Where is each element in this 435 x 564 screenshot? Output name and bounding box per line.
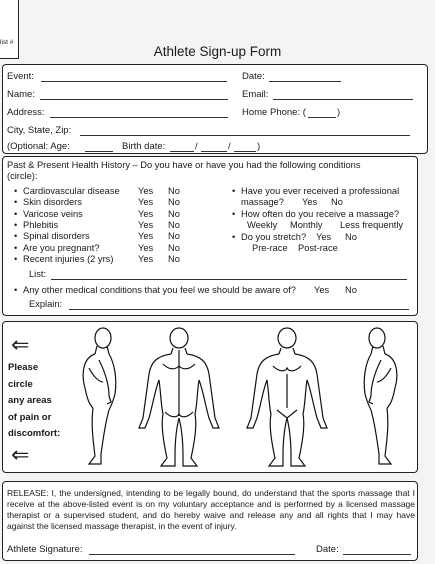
release-text: RELEASE: I, the undersigned, intending to be legally bound, do understand that the sports massage that I receive at the above-listed event is on my voluntary acceptance and is performed by a licensed massage therapist or a supervised student, and do hereby waive and release any and all rights that I may have against the licensed massage therapist, in the event of injury.: [7, 488, 415, 531]
stretch-yes[interactable]: Yes: [316, 232, 332, 242]
condition-yes[interactable]: Yes: [138, 242, 154, 253]
pain-instructions-line-2: circle: [8, 378, 33, 390]
body-figure-side-left[interactable]: [83, 328, 116, 464]
condition-label: • Varicose veins: [23, 209, 83, 220]
condition-yes[interactable]: Yes: [138, 197, 154, 208]
date-field[interactable]: [269, 81, 341, 82]
other-yes[interactable]: Yes: [314, 285, 330, 295]
event-field[interactable]: [41, 81, 227, 82]
health-heading: Past & Present Health History – Do you have or have you had the following conditions: [7, 160, 361, 170]
freq-weekly[interactable]: Weekly: [247, 220, 278, 230]
condition-no[interactable]: No: [168, 197, 180, 208]
birth-date-close: ): [257, 141, 261, 152]
email-label: Email:: [242, 89, 269, 100]
condition-yes[interactable]: Yes: [138, 253, 154, 264]
list-label: List:: [29, 269, 47, 279]
q-how-often: • How often do you receive a massage?: [241, 209, 399, 220]
condition-label: • Recent injuries (2 yrs): [23, 254, 113, 265]
pre-race[interactable]: Pre-race: [252, 243, 288, 253]
birth-date-label: Birth date:: [122, 141, 166, 152]
freq-less[interactable]: Less frequently: [340, 220, 404, 230]
condition-label: • Cardiovascular disease: [23, 186, 120, 197]
name-label: Name:: [7, 89, 35, 100]
health-history-section: [2, 156, 418, 316]
condition-label: • Spinal disorders: [23, 231, 90, 242]
address-label: Address:: [7, 107, 45, 118]
explain-field[interactable]: [69, 309, 409, 310]
other-no[interactable]: No: [345, 285, 357, 295]
pain-instructions: [8, 360, 60, 443]
address-field[interactable]: [50, 117, 228, 118]
freq-monthly[interactable]: Monthly: [290, 220, 323, 230]
city-state-zip-field[interactable]: [80, 135, 410, 136]
optional-age-label: (Optional: Age:: [7, 141, 70, 152]
corner-tab-label: list #: [0, 39, 14, 46]
pain-instructions-line-1: Please: [8, 362, 39, 373]
condition-no[interactable]: No: [168, 253, 180, 264]
body-figure-front[interactable]: [247, 328, 327, 466]
age-field[interactable]: [85, 151, 113, 152]
q-other-conditions: • Any other medical conditions that you feel we should be aware of?: [23, 285, 296, 296]
birth-date-slash-1: /: [195, 141, 198, 152]
home-phone-close: ): [337, 107, 341, 118]
q-stretch: • Do you stretch?: [241, 232, 306, 243]
explain-label: Explain:: [29, 299, 63, 309]
prof-massage-no[interactable]: No: [331, 197, 343, 207]
body-figures[interactable]: [59, 324, 415, 470]
pain-instructions-line-5: discomfort:: [8, 428, 61, 439]
area-code-field[interactable]: [308, 117, 336, 118]
prof-massage-yes[interactable]: Yes: [302, 197, 318, 207]
personal-info-section: [2, 64, 428, 154]
condition-no[interactable]: No: [168, 231, 180, 242]
form-title: Athlete Sign-up Form: [153, 44, 282, 59]
q-professional-massage-cont: massage?: [241, 197, 284, 207]
birth-year-field[interactable]: [234, 151, 256, 152]
condition-label: • Skin disorders: [23, 197, 82, 208]
signature-field[interactable]: [89, 554, 295, 555]
birth-date-slash-2: /: [228, 141, 231, 152]
release-date-field[interactable]: [343, 554, 411, 555]
birth-month-field[interactable]: [170, 151, 194, 152]
left-arrow-icon: ⇐: [11, 442, 30, 467]
condition-yes[interactable]: Yes: [138, 219, 154, 230]
condition-no[interactable]: No: [168, 242, 180, 253]
stretch-no[interactable]: No: [345, 232, 357, 242]
q-professional-massage: • Have you ever received a professional: [241, 186, 399, 197]
condition-label: • Are you pregnant?: [23, 243, 100, 254]
event-label: Event:: [7, 71, 34, 82]
condition-yes[interactable]: Yes: [138, 186, 154, 196]
condition-no[interactable]: No: [168, 186, 180, 196]
pain-instructions-line-3: any areas: [8, 395, 52, 406]
list-field[interactable]: [51, 279, 407, 280]
condition-no[interactable]: No: [168, 208, 180, 219]
body-figure-side-right[interactable]: [364, 328, 397, 464]
pain-instructions-line-4: of pain or: [8, 411, 52, 423]
birth-day-field[interactable]: [201, 151, 227, 152]
post-race[interactable]: Post-race: [298, 243, 338, 253]
health-heading-cont: (circle):: [7, 171, 38, 181]
release-section: [2, 481, 418, 561]
city-state-zip-label: City, State, Zip:: [7, 125, 72, 136]
body-chart-section: [2, 321, 418, 473]
condition-yes[interactable]: Yes: [138, 208, 154, 219]
date-label: Date:: [242, 71, 265, 82]
condition-yes[interactable]: Yes: [138, 231, 154, 242]
home-phone-label: Home Phone: (: [242, 107, 306, 118]
body-figure-back[interactable]: [139, 328, 219, 466]
condition-label: • Phlebitis: [23, 220, 58, 231]
name-field[interactable]: [40, 99, 228, 100]
release-date-label: Date:: [316, 544, 339, 555]
left-arrow-icon: ⇐: [11, 332, 30, 357]
email-field[interactable]: [273, 99, 413, 100]
condition-no[interactable]: No: [168, 219, 180, 230]
signature-label: Athlete Signature:: [7, 544, 83, 555]
